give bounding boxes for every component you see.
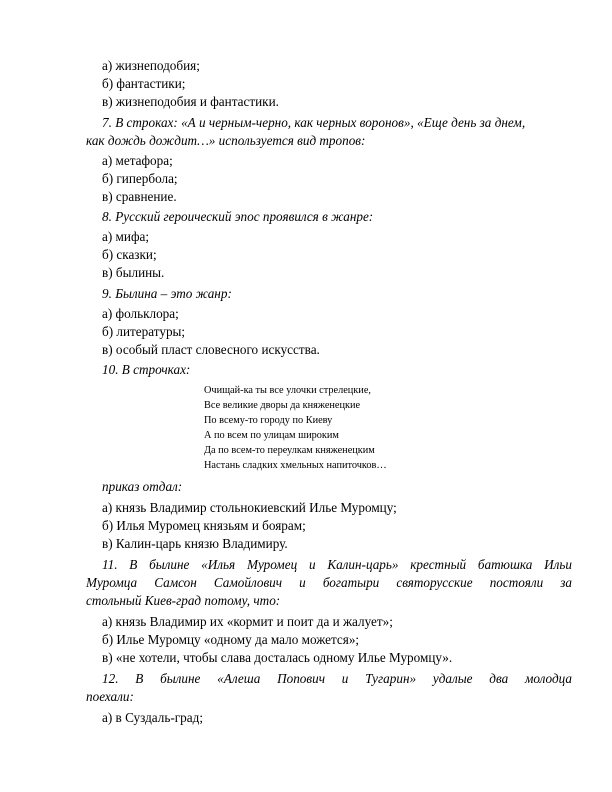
poem-line: По всему-то городу по Киеву <box>204 415 333 426</box>
answer-option: б) Илья Муромец князьям и боярам; <box>102 518 306 533</box>
question-12-line-1: 12. В былине «Алеша Попович и Тугарин» удалые два молодца <box>102 671 572 686</box>
answer-option: в) особый пласт словесного искусства. <box>102 342 320 357</box>
question-10-continued: приказ отдал: <box>102 479 183 494</box>
poem-line: Да по всем-то переулкам княженецким <box>204 445 375 456</box>
poem-line: А по всем по улицам широким <box>204 430 339 441</box>
answer-option: а) князь Владимир стольнокиевский Илье Муромцу; <box>102 500 397 515</box>
answer-option: б) литературы; <box>102 324 186 339</box>
question-9: 9. Былина – это жанр: <box>102 286 232 301</box>
answer-option: в) жизнеподобия и фантастики. <box>102 94 279 109</box>
answer-option: а) в Суздаль-град; <box>102 710 203 725</box>
question-7-line-2: как дождь дождит…» используется вид тропов: <box>86 133 366 148</box>
answer-option: б) Илье Муромцу «одному да мало можется»; <box>102 632 360 647</box>
poem-line: Настань сладких хмельных напиточков… <box>204 460 387 471</box>
question-11-line-1: 11. В былине «Илья Муромец и Калин-царь» крестный батюшка Ильи <box>102 557 572 572</box>
answer-option: а) мифа; <box>102 229 150 244</box>
question-10: 10. В строчках: <box>102 362 191 377</box>
answer-option: а) фольклора; <box>102 306 179 321</box>
question-12-line-2: поехали: <box>86 689 134 704</box>
answer-option: б) сказки; <box>102 247 157 262</box>
answer-option: а) князь Владимир их «кормит и поит да и жалует»; <box>102 614 393 629</box>
answer-option: б) фантастики; <box>102 76 186 91</box>
question-8: 8. Русский героический эпос проявился в жанре: <box>102 209 374 224</box>
answer-option: б) гипербола; <box>102 171 178 186</box>
question-11-line-2: Муромца Самсон Самойлович и богатыри святорусские постояли за <box>86 575 572 590</box>
answer-option: в) Калин-царь князю Владимиру. <box>102 536 288 551</box>
answer-option: в) сравнение. <box>102 189 177 204</box>
answer-option: а) жизнеподобия; <box>102 58 200 73</box>
poem-line: Очищай-ка ты все улочки стрелецкие, <box>204 385 371 396</box>
answer-option: а) метафора; <box>102 153 173 168</box>
poem-line: Все великие дворы да княженецкие <box>204 400 361 411</box>
question-7-line-1: 7. В строках: «А и черным-черно, как черных воронов», «Еще день за днем, <box>102 115 526 130</box>
answer-option: в) «не хотели, чтобы слава досталась одному Илье Муромцу». <box>102 650 453 665</box>
question-11-line-3: стольный Киев-град потому, что: <box>86 593 281 608</box>
answer-option: в) былины. <box>102 265 165 280</box>
